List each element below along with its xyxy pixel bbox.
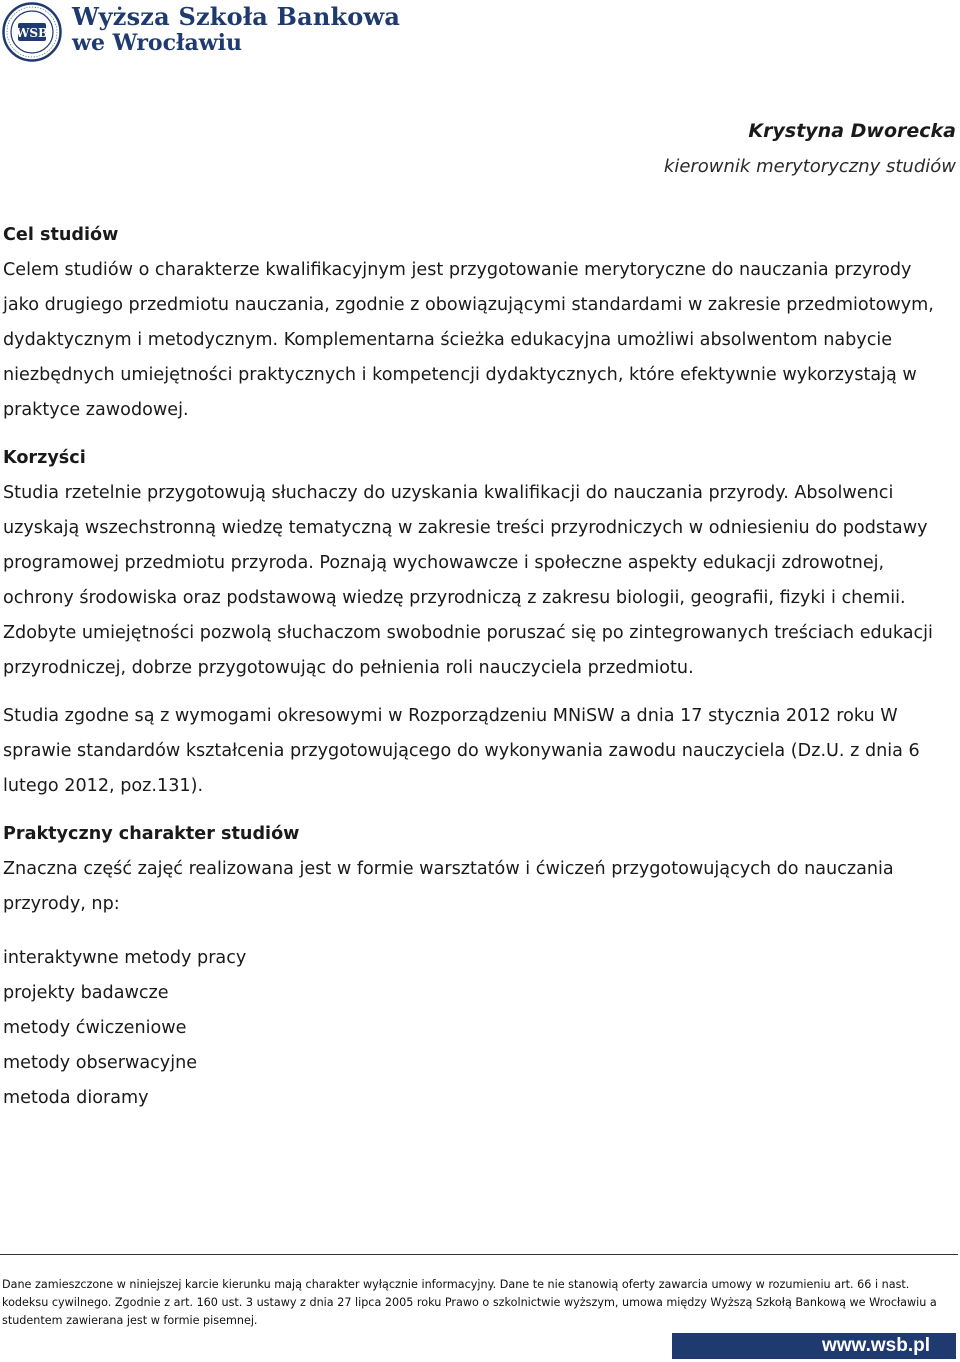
- paragraph-korzysci: Studia rzetelnie przygotowują słuchaczy do uzyskania kwalifikacji do nauczania przyrody. Absolwenci uzyskają wszechstronną wiedzę tematyczną w zakresie treści przyrodniczych w odniesieniu do podstawy programowej przedmiotu przyroda. Poznają wychowawcze i społeczne aspekty edukacji zdrowotnej, ochrony środowiska oraz podstawową wiedzę przyrodniczą z zakresu biologii, geografii, fizyki i chemii. Zdobyte umiejętności pozwolą słuchaczom swobodnie poruszać się po zintegrowanych treściach edukacji przyrodniczej, dobrze przygotowując do pełnienia roli nauczyciela przedmiotu.: [3, 483, 933, 678]
- logo-title: Wyższa Szkoła Bankowa: [72, 2, 401, 31]
- heading-cel: Cel studiów: [3, 225, 119, 245]
- list-item: metody obserwacyjne: [3, 1053, 198, 1073]
- paragraph-praktyczny: Znaczna część zajęć realizowana jest w formie warsztatów i ćwiczeń przygotowujących do nauczania przyrody, np:: [3, 859, 894, 914]
- website-link[interactable]: www.wsb.pl: [672, 1333, 956, 1359]
- heading-praktyczny: Praktyczny charakter studiów: [3, 824, 300, 844]
- paragraph-standardy: Studia zgodne są z wymogami okresowymi w Rozporządzeniu MNiSW a dnia 17 stycznia 2012 roku W sprawie standardów kształcenia przygotowującego do wykonywania zawodu nauczyciela (Dz.U. z dnia 6 lutego 2012, poz.131).: [3, 706, 920, 796]
- heading-korzysci: Korzyści: [3, 448, 86, 468]
- list-item: interaktywne metody pracy: [3, 948, 247, 968]
- wsb-seal-logo: [2, 2, 62, 62]
- footer-disclaimer: Dane zamieszczone w niniejszej karcie kierunku mają charakter wyłącznie informacyjny. Dane te nie stanowią oferty zawarcia umowy w rozumieniu art. 66 i nast. kodeksu cywilnego. Zgodnie z art. 160 ust. 3 ustawy z dnia 27 lipca 2005 roku Prawo o szkolnictwie wyższym, umowa między Wyższą Szkołą Bankową we Wrocławiu a studentem zawierana jest w formie pisemnej.: [2, 1278, 937, 1327]
- footer-divider: [0, 1254, 958, 1255]
- paragraph-cel: Celem studiów o charakterze kwalifikacyjnym jest przygotowanie merytoryczne do nauczania przyrody jako drugiego przedmiotu nauczania, zgodnie z obowiązującymi standardami w zakresie przedmiotowym, dydaktycznym i metodycznym. Komplementarna ścieżka edukacyjna umożliwi absolwentom nabycie niezbędnych umiejętności praktycznych i kompetencji dydaktycznych, które efektywnie wykorzystają w praktyce zawodowej.: [3, 260, 934, 420]
- list-item: metoda dioramy: [3, 1088, 149, 1108]
- author-role: kierownik merytoryczny studiów: [663, 156, 956, 177]
- author-name: Krystyna Dworecka: [748, 120, 956, 142]
- main-content: [3, 218, 953, 1116]
- logo-subtitle: we Wrocławiu: [72, 30, 242, 56]
- list-item: metody ćwiczeniowe: [3, 1018, 187, 1038]
- seal-text: WSB: [15, 26, 49, 40]
- methods-list: [3, 941, 953, 1116]
- list-item: projekty badawcze: [3, 983, 169, 1003]
- header: [0, 0, 960, 64]
